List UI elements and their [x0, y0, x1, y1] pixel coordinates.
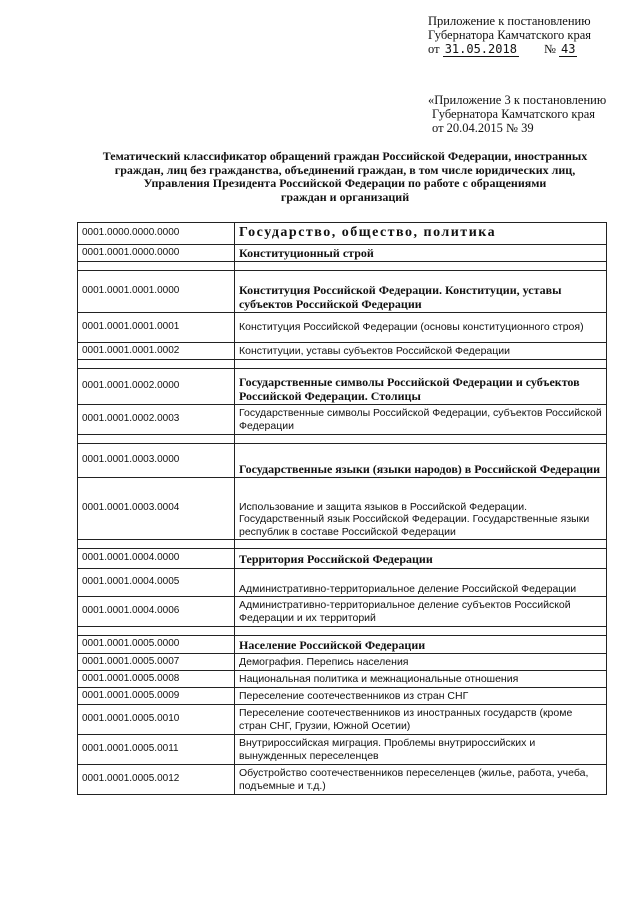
row-code: 0001.0001.0001.0001 — [78, 313, 235, 343]
row-description: Государственные символы Российской Федерации и субъектов Российской Федерации. Столицы — [235, 369, 607, 405]
row-code: 0001.0001.0000.0000 — [78, 245, 235, 262]
header-line-3 — [428, 42, 628, 56]
title-line-1: Тематический классификатор обращений граждан Российской Федерации, иностранных — [102, 149, 588, 163]
row-description: Переселение соотечественников из иностранных государств (кроме стран СНГ, Грузии, Южной Осетии) — [235, 705, 607, 735]
row-code: 0001.0001.0005.0012 — [78, 765, 235, 795]
row-description: Государство, общество, политика — [235, 223, 607, 245]
header-line-2: Губернатора Камчатского края — [428, 28, 592, 42]
row-description: Национальная политика и межнациональные отношения — [235, 671, 607, 688]
handwritten-number: 43 — [561, 42, 576, 56]
row-description: Конституция Российской Федерации. Конституции, уставы субъектов Российской Федерации — [235, 271, 607, 313]
row-description: Внутрироссийская миграция. Проблемы внутрироссийских и вынужденных переселенцев — [235, 735, 607, 765]
table-spacer-row — [78, 262, 607, 271]
document-title — [70, 150, 620, 204]
approval-header — [428, 14, 628, 56]
title-line-3: Управления Президента Российской Федерации по работе с обращениями — [143, 176, 547, 191]
row-code: 0001.0001.0004.0006 — [78, 597, 235, 627]
row-description: Государственные символы Российской Федерации, субъектов Российской Федерации — [235, 405, 607, 435]
table-row — [78, 671, 607, 688]
table-spacer-row — [78, 627, 607, 636]
header-line-1: Приложение к постановлению — [428, 14, 591, 28]
table-row — [78, 765, 607, 795]
row-code: 0001.0001.0005.0008 — [78, 671, 235, 688]
row-code: 0001.0000.0000.0000 — [78, 223, 235, 245]
table-row — [78, 478, 607, 540]
header-from-prefix: от — [428, 42, 440, 56]
row-code: 0001.0001.0005.0009 — [78, 688, 235, 705]
table-row — [78, 271, 607, 313]
table-row — [78, 636, 607, 654]
classifier-table — [77, 222, 607, 795]
row-description: Административно-территориальное деление Российской Федерации — [235, 569, 607, 597]
row-description: Население Российской Федерации — [235, 636, 607, 654]
row-code: 0001.0001.0001.0002 — [78, 343, 235, 360]
row-code: 0001.0001.0003.0004 — [78, 478, 235, 540]
row-description: Обустройство соотечественников переселенцев (жилье, работа, учеба, подъемные и т.д.) — [235, 765, 607, 795]
appendix-line-3: от 20.04.2015 № 39 — [432, 121, 534, 135]
table-row — [78, 343, 607, 360]
row-code: 0001.0001.0005.0010 — [78, 705, 235, 735]
table-row — [78, 444, 607, 478]
row-description: Конституционный строй — [235, 245, 607, 262]
table-row — [78, 688, 607, 705]
table-row — [78, 735, 607, 765]
table-spacer-row — [78, 360, 607, 369]
table-row — [78, 705, 607, 735]
table-row — [78, 597, 607, 627]
title-line-2: граждан, лиц без гражданства, объединений граждан, в том числе юридических лиц, — [114, 162, 576, 177]
row-code: 0001.0001.0005.0007 — [78, 654, 235, 671]
row-description: Административно-территориальное деление субъектов Российской Федерации и их территорий — [235, 597, 607, 627]
row-code: 0001.0001.0005.0000 — [78, 636, 235, 654]
table-spacer-row — [78, 540, 607, 549]
table-row — [78, 245, 607, 262]
title-line-4: граждан и организаций — [280, 189, 410, 204]
row-code: 0001.0001.0001.0000 — [78, 271, 235, 313]
table-spacer-row — [78, 435, 607, 444]
table-row — [78, 223, 607, 245]
row-code: 0001.0001.0005.0011 — [78, 735, 235, 765]
appendix-line-1: «Приложение 3 к постановлению — [428, 93, 607, 107]
table-row — [78, 405, 607, 435]
row-code: 0001.0001.0002.0003 — [78, 405, 235, 435]
row-code: 0001.0001.0003.0000 — [78, 444, 235, 478]
header-number-prefix: № — [543, 42, 556, 56]
row-code: 0001.0001.0002.0000 — [78, 369, 235, 405]
row-description: Переселение соотечественников из стран СНГ — [235, 688, 607, 705]
row-description: Использование и защита языков в Российской Федерации. Государственный язык Российской Федерации. Государственные языки республик в составе Российской Федерации — [235, 478, 607, 540]
row-code: 0001.0001.0004.0005 — [78, 569, 235, 597]
table-row — [78, 313, 607, 343]
appendix-header — [428, 93, 628, 135]
row-description: Демография. Перепись населения — [235, 654, 607, 671]
table-row — [78, 569, 607, 597]
row-code: 0001.0001.0004.0000 — [78, 549, 235, 569]
table-row — [78, 654, 607, 671]
row-description: Конституции, уставы субъектов Российской Федерации — [235, 343, 607, 360]
handwritten-date: 31.05.2018 — [444, 42, 517, 56]
row-description: Государственные языки (языки народов) в Российской Федерации — [235, 444, 607, 478]
row-description: Конституция Российской Федерации (основы конституционного строя) — [235, 313, 607, 343]
table-row — [78, 549, 607, 569]
row-description: Территория Российской Федерации — [235, 549, 607, 569]
appendix-line-2: Губернатора Камчатского края — [432, 107, 596, 121]
table-row — [78, 369, 607, 405]
